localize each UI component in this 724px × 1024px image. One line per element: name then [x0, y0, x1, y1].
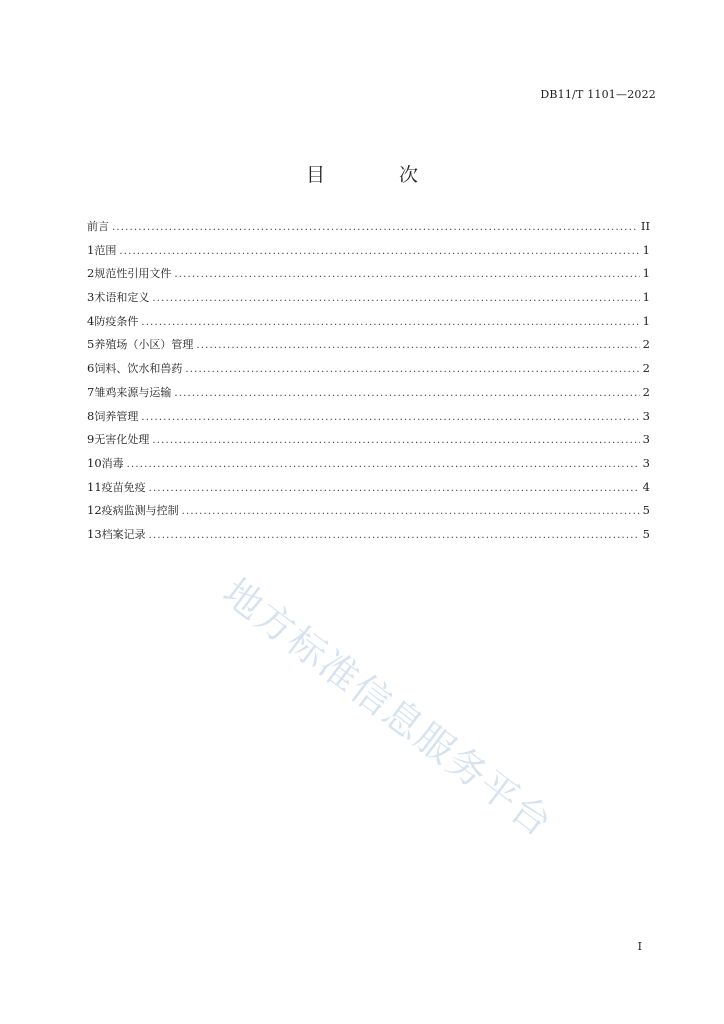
- toc-entry-normative-references[interactable]: [87, 262, 650, 286]
- toc-entry-foreword[interactable]: [87, 215, 650, 239]
- toc-entry-label: 术语和定义: [94, 291, 150, 305]
- toc-entry-page: 1: [642, 313, 650, 328]
- dot-leader: [141, 311, 639, 335]
- toc-entry-epidemic-prevention-conditions[interactable]: [87, 310, 650, 334]
- toc-entry-page: 5: [642, 503, 650, 518]
- toc-entry-number: 13: [87, 526, 102, 541]
- toc-entry-page: 1: [642, 266, 650, 281]
- toc-title: 目 次: [305, 164, 453, 186]
- toc-entry-page: 3: [642, 455, 650, 470]
- toc-entry-page: 2: [642, 384, 650, 399]
- page-number: I: [637, 940, 642, 953]
- toc-entry-harmless-treatment[interactable]: [87, 428, 650, 452]
- toc-entry-vaccination[interactable]: [87, 476, 650, 500]
- toc-entry-label: 无害化处理: [94, 433, 150, 447]
- dot-leader: [152, 429, 639, 453]
- toc-entry-page: 2: [642, 337, 650, 352]
- toc-entry-page: 1: [642, 290, 650, 305]
- dot-leader: [112, 216, 638, 240]
- dot-leader: [196, 334, 639, 358]
- toc-entry-label: 前言: [87, 220, 109, 233]
- dot-leader: [174, 382, 639, 406]
- toc-entry-page: II: [640, 219, 650, 233]
- toc-entry-number: 1: [87, 242, 95, 257]
- toc-entry-page: 4: [642, 479, 650, 494]
- toc-entry-record-keeping[interactable]: [87, 523, 650, 547]
- toc-entry-label: 疫苗免疫: [101, 480, 146, 494]
- toc-entry-feed-water-drugs[interactable]: [87, 357, 650, 381]
- toc-entry-disinfection[interactable]: [87, 452, 650, 476]
- toc-entry-page: 2: [642, 361, 650, 376]
- toc-entry-number: 10: [87, 455, 102, 470]
- toc-entry-number: 6: [87, 361, 95, 376]
- toc-entry-page: 3: [642, 432, 650, 447]
- dot-leader: [127, 453, 640, 477]
- dot-leader: [119, 240, 639, 264]
- toc-entry-label: 档案记录: [101, 527, 146, 541]
- toc-entry-number: 5: [87, 337, 95, 352]
- toc-entry-number: 8: [87, 408, 95, 423]
- toc-entry-number: 12: [87, 503, 102, 518]
- toc-entry-label: 消毒: [101, 456, 124, 470]
- document-code: DB11/T 1101—2022: [540, 88, 656, 101]
- toc-entry-page: 1: [642, 242, 650, 257]
- toc-entry-page: 5: [642, 526, 650, 541]
- toc-entry-scope[interactable]: [87, 239, 650, 263]
- watermark: 地方标准信息服务平台: [214, 569, 561, 846]
- dot-leader: [174, 263, 639, 287]
- toc-entry-terms-definitions[interactable]: [87, 286, 650, 310]
- table-of-contents: [87, 215, 650, 547]
- toc-entry-label: 疫病监测与控制: [101, 504, 179, 518]
- toc-entry-label: 饲料、饮水和兽药: [94, 362, 183, 376]
- toc-entry-label: 雏鸡来源与运输: [94, 385, 172, 399]
- toc-entry-number: 3: [87, 290, 95, 305]
- toc-entry-farm-management[interactable]: [87, 333, 650, 357]
- toc-entry-label: 范围: [94, 243, 117, 257]
- dot-leader: [152, 287, 639, 311]
- toc-entry-label: 饲养管理: [94, 409, 139, 423]
- dot-leader: [149, 477, 640, 501]
- toc-entry-feeding-management[interactable]: [87, 405, 650, 429]
- toc-entry-disease-monitoring[interactable]: [87, 499, 650, 523]
- toc-entry-number: 11: [87, 479, 102, 494]
- dot-leader: [182, 500, 640, 524]
- toc-entry-chick-source-transport[interactable]: [87, 381, 650, 405]
- dot-leader: [149, 524, 640, 548]
- dot-leader: [185, 358, 639, 382]
- dot-leader: [141, 406, 639, 430]
- toc-entry-label: 规范性引用文件: [94, 267, 172, 281]
- toc-entry-number: 7: [87, 384, 95, 399]
- toc-entry-number: 9: [87, 432, 95, 447]
- toc-entry-label: 养殖场（小区）管理: [94, 338, 194, 352]
- toc-entry-label: 防疫条件: [94, 314, 139, 328]
- toc-entry-number: 2: [87, 266, 95, 281]
- toc-entry-page: 3: [642, 408, 650, 423]
- toc-entry-number: 4: [87, 313, 95, 328]
